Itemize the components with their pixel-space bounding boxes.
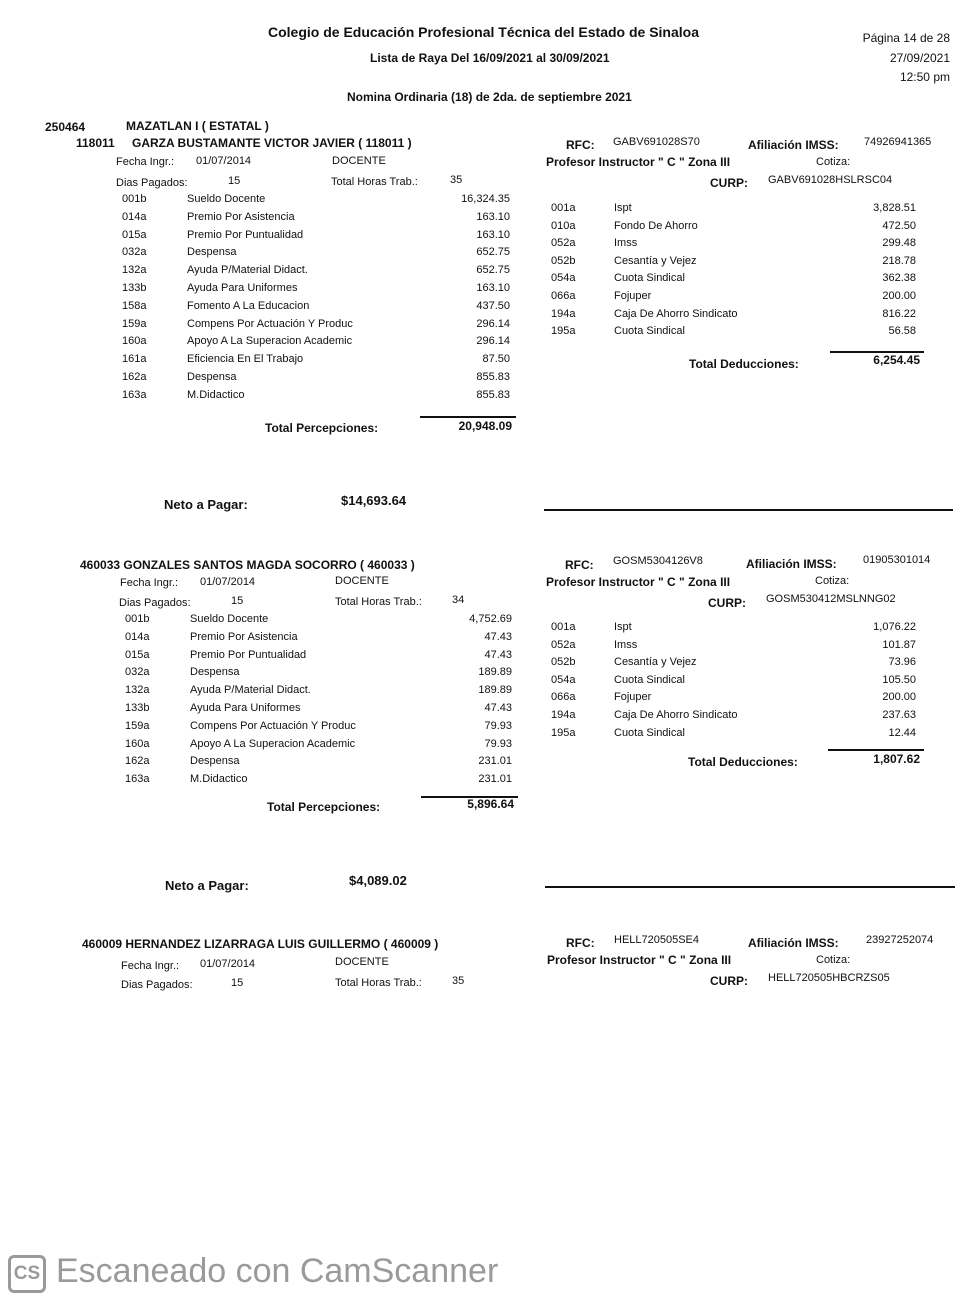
- concept-desc: Imss: [614, 237, 638, 250]
- concept-code: 066a: [551, 289, 576, 302]
- concept-amount: 652.75: [476, 264, 510, 277]
- rfc-label: RFC:: [566, 936, 595, 950]
- list-item: [0, 755, 542, 773]
- concept-amount: 4,752.69: [469, 613, 512, 625]
- concept-amount: 299.48: [882, 237, 916, 250]
- total-deducciones-label: Total Deducciones:: [689, 357, 799, 371]
- imss-value: 74926941365: [864, 136, 932, 148]
- list-item: [0, 639, 940, 657]
- cotiza-label: Cotiza:: [816, 954, 851, 966]
- list-item: [0, 656, 940, 674]
- list-item: [0, 237, 940, 255]
- concept-code: 054a: [551, 673, 576, 686]
- concept-amount: 79.93: [484, 719, 512, 732]
- concept-desc: Fojuper: [614, 289, 652, 302]
- concept-amount: 362.38: [882, 272, 916, 285]
- rfc-value: GOSM5304126V8: [613, 555, 703, 567]
- concept-desc: Ispt: [614, 202, 632, 214]
- concept-desc: Despensa: [187, 370, 237, 383]
- concept-code: 054a: [551, 272, 576, 285]
- concept-code: 015a: [125, 648, 150, 661]
- concept-desc: M.Didactico: [190, 773, 248, 786]
- concept-code: 163a: [122, 388, 147, 401]
- concept-desc: Ayuda Para Uniformes: [187, 281, 298, 294]
- concept-code: 132a: [122, 264, 147, 277]
- list-item: [0, 272, 940, 290]
- separator-line: [544, 509, 953, 511]
- neto-label: Neto a Pagar:: [165, 878, 249, 893]
- dias-pagados-value: 15: [228, 175, 241, 187]
- concept-code: 032a: [125, 666, 150, 679]
- concept-code: 132a: [125, 684, 150, 697]
- employee-name: GARZA BUSTAMANTE VICTOR JAVIER ( 118011 ): [132, 136, 412, 150]
- cotiza-label: Cotiza:: [816, 156, 851, 168]
- total-deducciones-label: Total Deducciones:: [688, 755, 798, 769]
- concept-desc: Compens Por Actuación Y Produc: [187, 317, 353, 330]
- concept-desc: Ayuda Para Uniformes: [190, 701, 301, 714]
- fecha-ingreso-label: Fecha Ingr.:: [121, 960, 180, 972]
- list-item: [0, 255, 940, 273]
- fecha-ingreso-value: 01/07/2014: [200, 958, 256, 970]
- imss-label: Afiliación IMSS:: [748, 138, 839, 152]
- concept-desc: Sueldo Docente: [190, 613, 269, 625]
- concept-desc: Eficiencia En El Trabajo: [187, 353, 304, 366]
- print-date: 27/09/2021: [889, 51, 950, 65]
- concept-amount: 231.01: [478, 773, 512, 786]
- concept-amount: 47.43: [484, 648, 512, 661]
- list-item: [0, 290, 940, 308]
- concept-code: 158a: [122, 299, 147, 312]
- imss-label: Afiliación IMSS:: [748, 936, 839, 950]
- concept-amount: 231.01: [478, 755, 512, 768]
- concept-amount: 101.87: [882, 638, 916, 651]
- concept-desc: Premio Por Asistencia: [190, 630, 298, 643]
- concept-amount: 855.83: [476, 370, 510, 383]
- concept-amount: 12.44: [888, 726, 916, 739]
- page-number: Página 14 de 28: [862, 31, 950, 45]
- concept-code: 032a: [122, 246, 147, 259]
- employee-name: 460033 GONZALES SANTOS MAGDA SOCORRO ( 460033 ): [80, 558, 415, 572]
- concept-amount: 652.75: [476, 246, 510, 259]
- horas-label: Total Horas Trab.:: [335, 977, 422, 989]
- concept-code: 052b: [551, 254, 576, 267]
- concept-code: 133b: [122, 281, 147, 294]
- concept-amount: 1,076.22: [873, 621, 916, 633]
- concept-desc: Cuota Sindical: [614, 726, 685, 739]
- concept-code: 162a: [125, 755, 150, 768]
- concept-code: 162a: [122, 370, 147, 383]
- concept-code: 160a: [122, 335, 147, 348]
- dias-pagados-label: Dias Pagados:: [119, 597, 191, 609]
- concept-amount: 296.14: [476, 335, 510, 348]
- concept-code: 014a: [125, 630, 150, 643]
- horas-value: 34: [452, 594, 465, 606]
- total-deducciones-value: 1,807.62: [873, 752, 920, 766]
- list-item: [0, 691, 940, 709]
- list-item: [0, 353, 540, 371]
- concept-desc: Apoyo A La Superacion Academic: [190, 737, 356, 750]
- employee-name: 460009 HERNANDEZ LIZARRAGA LUIS GUILLERMO ( 460009 ): [82, 937, 439, 951]
- concept-desc: Imss: [614, 638, 638, 651]
- rfc-label: RFC:: [565, 558, 594, 572]
- concept-amount: 73.96: [888, 656, 916, 669]
- list-item: [0, 727, 940, 745]
- concept-desc: Cesantía y Vejez: [614, 656, 697, 669]
- concept-amount: 855.83: [476, 388, 510, 401]
- dias-pagados-value: 15: [231, 595, 244, 607]
- rfc-value: GABV691028S70: [613, 136, 700, 148]
- concept-desc: Premio Por Asistencia: [187, 210, 295, 223]
- concept-amount: 16,324.35: [461, 193, 510, 205]
- list-item: [0, 709, 940, 727]
- list-item: [0, 202, 940, 220]
- concept-code: 001b: [125, 613, 150, 625]
- total-percepciones-label: Total Percepciones:: [267, 800, 381, 814]
- concept-desc: Caja De Ahorro Sindicato: [614, 307, 738, 320]
- total-deducciones-value: 6,254.45: [873, 353, 920, 367]
- imss-value: 23927252074: [866, 934, 934, 946]
- concept-desc: Compens Por Actuación Y Produc: [190, 719, 356, 732]
- concept-code: 052a: [551, 237, 576, 250]
- curp-label: CURP:: [708, 596, 746, 610]
- concept-code: 015a: [122, 228, 147, 241]
- deducciones-list: [0, 202, 940, 343]
- concept-code: 163a: [125, 773, 150, 786]
- scanner-watermark: Escaneado con CamScanner: [56, 1252, 499, 1290]
- curp-value: GOSM530412MSLNNG02: [766, 593, 896, 605]
- concept-amount: 163.10: [476, 281, 510, 294]
- dias-pagados-label: Dias Pagados:: [121, 979, 193, 991]
- neto-value: $4,089.02: [349, 873, 407, 888]
- imss-label: Afiliación IMSS:: [746, 557, 837, 571]
- neto-label: Neto a Pagar:: [164, 497, 248, 512]
- concept-amount: 189.89: [478, 666, 512, 679]
- concept-amount: 3,828.51: [873, 202, 916, 214]
- list-item: [0, 371, 540, 389]
- concept-code: 001a: [551, 202, 576, 214]
- camscanner-logo: CS: [8, 1255, 46, 1293]
- concept-desc: Despensa: [190, 666, 240, 679]
- total-rule: [828, 749, 924, 751]
- concept-desc: Ayuda P/Material Didact.: [190, 684, 311, 697]
- concept-code: 133b: [125, 701, 150, 714]
- cotiza-label: Cotiza:: [815, 575, 850, 587]
- employee-type: DOCENTE: [335, 956, 389, 968]
- concept-code: 161a: [122, 353, 147, 366]
- total-percepciones-value: 20,948.09: [458, 419, 512, 433]
- concept-amount: 79.93: [484, 737, 512, 750]
- total-rule: [420, 416, 516, 418]
- concept-desc: Despensa: [190, 755, 240, 768]
- list-item: [0, 773, 542, 791]
- concept-code: 159a: [122, 317, 147, 330]
- concept-desc: Fojuper: [614, 691, 652, 704]
- curp-value: GABV691028HSLRSC04: [768, 174, 893, 186]
- concept-desc: Ispt: [614, 621, 632, 633]
- rfc-value: HELL720505SE4: [614, 934, 700, 946]
- concept-code: 194a: [551, 708, 576, 721]
- curp-label: CURP:: [710, 176, 748, 190]
- concept-amount: 296.14: [476, 317, 510, 330]
- concept-code: 001b: [122, 193, 147, 205]
- concept-code: 052a: [551, 638, 576, 651]
- concept-desc: Premio Por Puntualidad: [187, 228, 304, 241]
- employee-type: DOCENTE: [332, 155, 386, 167]
- deducciones-list: [0, 621, 940, 744]
- period-line: Lista de Raya Del 16/09/2021 al 30/09/2021: [370, 51, 610, 65]
- puesto: Profesor Instructor " C " Zona III: [546, 575, 731, 589]
- fecha-ingreso-value: 01/07/2014: [196, 155, 252, 167]
- concept-desc: Premio Por Puntualidad: [190, 648, 307, 661]
- list-item: [0, 389, 540, 407]
- concept-code: 066a: [551, 691, 576, 704]
- separator-line: [545, 886, 955, 888]
- concept-desc: Despensa: [187, 246, 237, 259]
- concept-code: 195a: [551, 726, 576, 739]
- concept-desc: Sueldo Docente: [187, 193, 266, 205]
- concept-amount: 87.50: [482, 353, 510, 366]
- concept-desc: Cuota Sindical: [614, 325, 685, 338]
- concept-code: 195a: [551, 325, 576, 338]
- horas-label: Total Horas Trab.:: [335, 596, 422, 608]
- list-item: [0, 220, 940, 238]
- concept-desc: Fomento A La Educacion: [187, 299, 310, 312]
- fecha-ingreso-label: Fecha Ingr.:: [120, 577, 179, 589]
- concept-amount: 437.50: [476, 299, 510, 312]
- list-item: [0, 325, 940, 343]
- concept-amount: 472.50: [882, 219, 916, 232]
- employee-type: DOCENTE: [335, 575, 389, 587]
- concept-code: 194a: [551, 307, 576, 320]
- rfc-label: RFC:: [566, 138, 595, 152]
- horas-label: Total Horas Trab.:: [331, 176, 418, 188]
- concept-code: 159a: [125, 719, 150, 732]
- list-item: [0, 308, 940, 326]
- branch-code: 250464: [45, 120, 86, 134]
- puesto: Profesor Instructor " C " Zona III: [546, 155, 731, 169]
- concept-code: 052b: [551, 656, 576, 669]
- concept-desc: Fondo De Ahorro: [614, 219, 698, 232]
- concept-amount: 105.50: [882, 673, 916, 686]
- concept-amount: 816.22: [882, 307, 916, 320]
- concept-desc: Caja De Ahorro Sindicato: [614, 708, 738, 721]
- concept-desc: Cuota Sindical: [614, 673, 685, 686]
- concept-code: 160a: [125, 737, 150, 750]
- list-item: [0, 674, 940, 692]
- concept-code: 010a: [551, 219, 576, 232]
- concept-amount: 189.89: [478, 684, 512, 697]
- concept-desc: Cesantía y Vejez: [614, 254, 697, 267]
- concept-amount: 56.58: [888, 325, 916, 338]
- concept-amount: 200.00: [882, 289, 916, 302]
- dias-pagados-label: Dias Pagados:: [116, 177, 188, 189]
- puesto: Profesor Instructor " C " Zona III: [547, 953, 732, 967]
- horas-value: 35: [452, 975, 465, 987]
- print-time: 12:50 pm: [899, 70, 950, 84]
- concept-amount: 163.10: [476, 228, 510, 241]
- concept-amount: 163.10: [476, 210, 510, 223]
- curp-label: CURP:: [710, 974, 748, 988]
- branch-name: MAZATLAN I ( ESTATAL ): [126, 119, 269, 133]
- total-percepciones-value: 5,896.64: [467, 797, 514, 811]
- concept-desc: M.Didactico: [187, 388, 245, 401]
- fecha-ingreso-label: Fecha Ingr.:: [116, 156, 175, 168]
- institution-title: Colegio de Educación Profesional Técnica del Estado de Sinaloa: [268, 24, 699, 40]
- imss-value: 01905301014: [863, 554, 931, 566]
- concept-amount: 200.00: [882, 691, 916, 704]
- concept-code: 001a: [551, 621, 576, 633]
- concept-amount: 47.43: [484, 701, 512, 714]
- concept-code: 014a: [122, 210, 147, 223]
- concept-amount: 47.43: [484, 630, 512, 643]
- concept-desc: Apoyo A La Superacion Academic: [187, 335, 353, 348]
- curp-value: HELL720505HBCRZS05: [768, 972, 890, 984]
- fecha-ingreso-value: 01/07/2014: [200, 576, 256, 588]
- concept-desc: Ayuda P/Material Didact.: [187, 264, 308, 277]
- concept-desc: Cuota Sindical: [614, 272, 685, 285]
- payroll-line: Nomina Ordinaria (18) de 2da. de septiembre 2021: [347, 90, 632, 104]
- neto-value: $14,693.64: [341, 493, 407, 508]
- horas-value: 35: [450, 174, 463, 186]
- concept-amount: 218.78: [882, 254, 916, 267]
- list-item: [0, 621, 940, 639]
- employee-number: 118011: [76, 136, 115, 150]
- dias-pagados-value: 15: [231, 977, 244, 989]
- concept-amount: 237.63: [882, 708, 916, 721]
- total-percepciones-label: Total Percepciones:: [265, 421, 379, 435]
